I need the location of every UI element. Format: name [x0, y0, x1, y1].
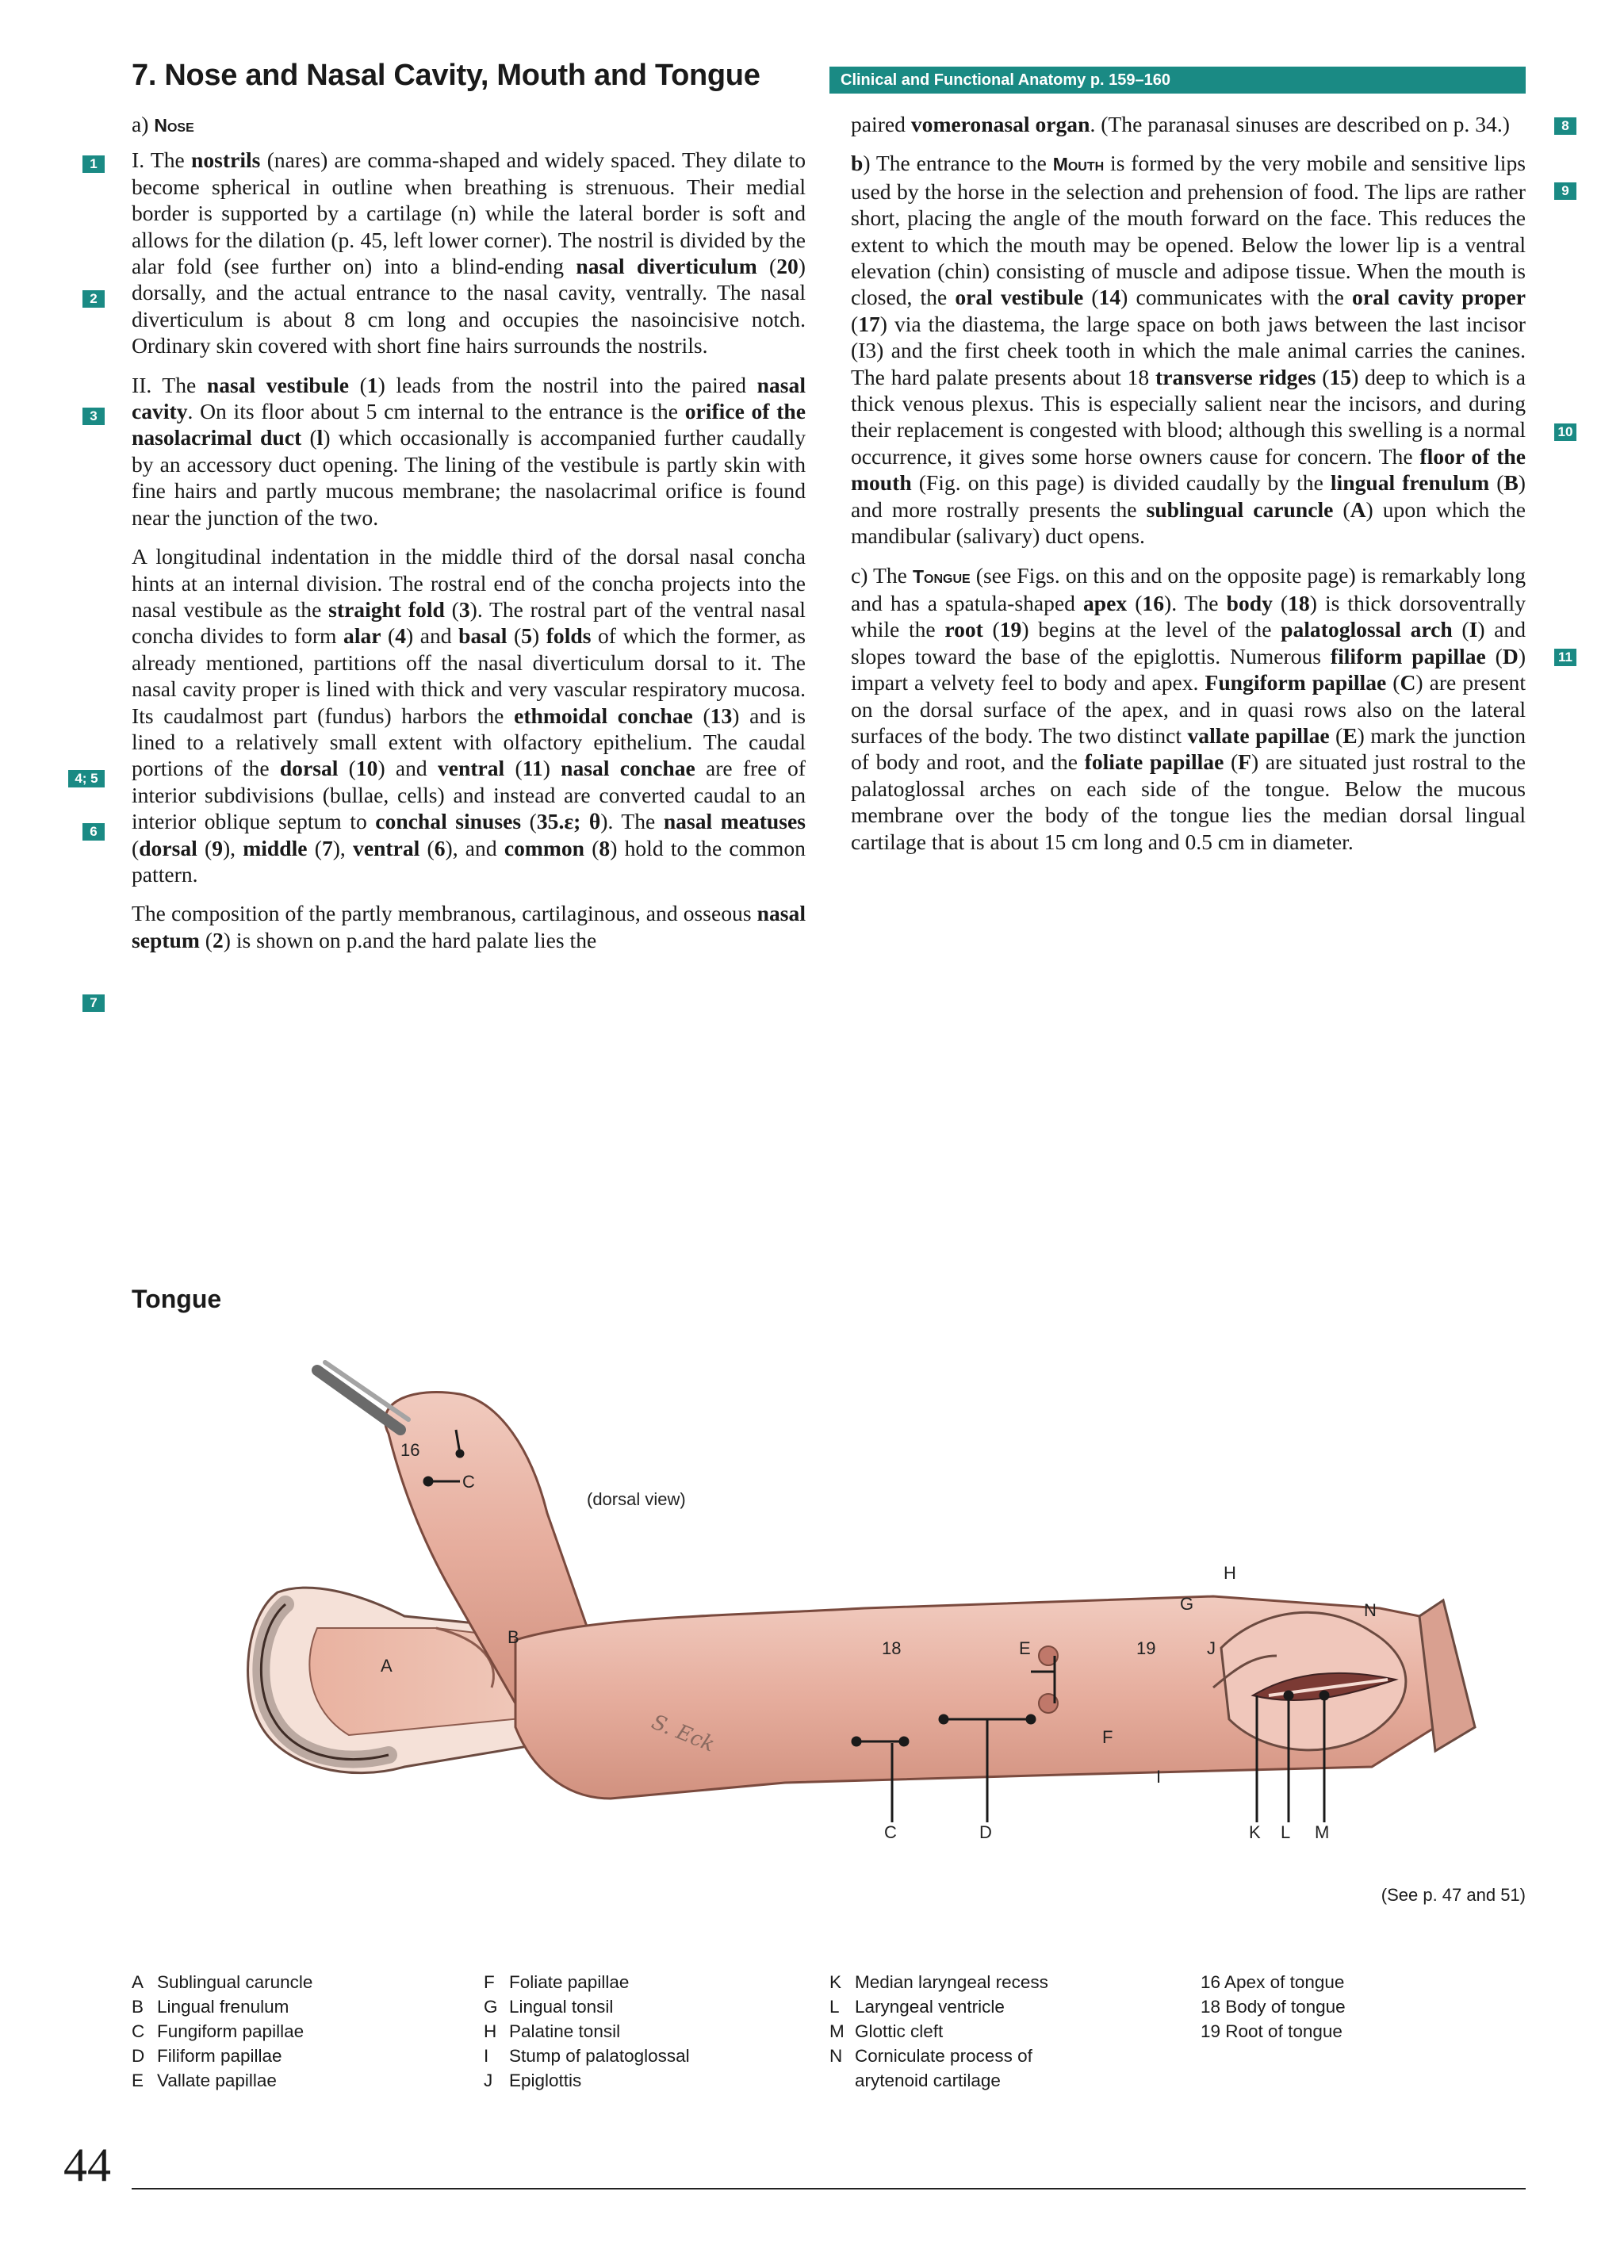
- label-e: E: [1019, 1638, 1031, 1658]
- legend-item: N Corniculate process of: [829, 2046, 1032, 2066]
- paragraph-mouth: b) The entrance to the Mouth is formed by the very mobile and sensitive lips used by the horse in the selection and prehension of food. The lips are rather short, placing the angle of the mouth forward on the face. This reduces the extent to which the mouth may be opened. Below the lower lip is a ventral elevation (chin) consisting of muscle and adipose tissue. When the mouth is closed, the oral vestibule (14) communicates with the oral cavity proper (17) via the diastema, the large space on both jaws between the last incisor (I3) and the first cheek tooth in which the male animal carries the canines. The hard palate presents about 18 transverse ridges (15) deep to which is a thick venous plexus. This is especially salient near the incisors, and during their replacement is congested with blood; although this swelling is a normal occurrence, it gives some horse owners cause for concern. The floor of the mouth (Fig. on this page) is divided caudally by the lingual frenulum (B) and more rostrally presents the sublingual caruncle (A) upon which the mandibular (salivary) duct opens.: [851, 151, 1526, 549]
- margin-marker: 9: [1554, 182, 1576, 200]
- forceps-icon: [317, 1362, 408, 1430]
- paragraph-nostrils: I. The nostrils (nares) are comma-shaped and widely spaced. They dilate to become spherical in outline when breathing is strenuous. Their medial border is supported by a cartilage (n) while the lateral border is soft and allows for the dilation (p. 45, left lower corner). The nostril is divided by the alar fold (see further on) into a blind-ending nasal diverticulum (20) dorsally, and the actual entrance to the nasal cavity, ventrally. The nasal diverticulum is about 8 cm long and occupies the nasoincisive notch. Ordinary skin covered with short fine hairs surrounds the nostrils.: [132, 147, 806, 358]
- margin-marker: 1: [82, 155, 105, 173]
- paragraph-conchae: A longitudinal indentation in the middle third of the dorsal nasal concha hints at an internal division. The rostral end of the concha projects into the nasal vestibule as the straight fold (3). The rostral part of the ventral nasal concha divides to form alar (4) and basal (5) folds of which the former, as already mentioned, partitions off the nasal diverticulum dorsal to it. The nasal cavity proper is lined with thick and very vascular respiratory mucosa. Its caudalmost part (fundus) harbors the ethmoidal conchae (13) and is lined to a relatively small extent with olfactory epithelium. The caudal portions of the dorsal (10) and ventral (11) nasal conchae are free of interior subdivisions (bullae, cells) and instead are converted caudal to an interior oblique septum to conchal sinuses (35.ε; θ). The nasal meatuses (dorsal (9), middle (7), ventral (6), and common (8) hold to the common pattern.: [132, 544, 806, 887]
- legend-column-2: [484, 1970, 690, 2093]
- legend-item: K Median laryngeal recess: [829, 1972, 1048, 1992]
- label-18: 18: [882, 1638, 902, 1658]
- label-c-apex: C: [462, 1472, 475, 1492]
- paragraph-nasal-septum: The composition of the partly membranous, cartilaginous, and osseous nasal septum (2) is shown on p.and the hard palate lies the: [132, 901, 806, 952]
- label-m: M: [1315, 1822, 1330, 1842]
- legend-item: L Laryngeal ventricle: [829, 1997, 1005, 2017]
- label-i: I: [1156, 1767, 1162, 1787]
- label-l: L: [1281, 1822, 1291, 1842]
- legend-item: B Lingual frenulum: [132, 1997, 289, 2017]
- legend-item: H Palatine tonsil: [484, 2021, 621, 2041]
- legend-item: 16 Apex of tongue: [1201, 1972, 1345, 1992]
- label-j: J: [1207, 1638, 1216, 1658]
- tongue-illustration: [230, 1354, 1538, 1862]
- legend-item: arytenoid cartilage: [855, 2071, 1001, 2090]
- margin-marker: 11: [1554, 649, 1576, 666]
- paragraph-tongue: c) The Tongue (see Figs. on this and on the opposite page) is remarkably long and has a spatula-shaped apex (16). The body (18) is thick dorsoventrally while the root (19) begins at the level of the palatoglossal arch (I) and slopes toward the base of the epiglottis. Numerous filiform papillae (D) impart a velvety feel to body and apex. Fungiform papillae (C) are present on the dorsal surface of the apex, and in quasi rows also on the lateral surfaces of the body. The two distinct vallate papillae (E) mark the junction of body and root, and the foliate papillae (F) are situated just rostral to the palatoglossal arches on each side of the tongue. Below the mucous membrane over the body of the tongue lies the median dorsal lingual cartilage that is about 15 cm long and 0.5 cm in diameter.: [851, 562, 1526, 854]
- label-16: 16: [400, 1440, 420, 1460]
- label-n: N: [1364, 1600, 1377, 1620]
- legend-item: J Epiglottis: [484, 2071, 582, 2090]
- margin-marker: 3: [82, 408, 105, 425]
- margin-marker: 2: [82, 290, 105, 308]
- legend-column-1: [132, 1970, 312, 2093]
- label-c-body: C: [884, 1822, 897, 1842]
- margin-marker: 8: [1554, 117, 1576, 135]
- label-h: H: [1224, 1563, 1236, 1583]
- figure-heading: Tongue: [132, 1285, 222, 1313]
- paragraph-vomeronasal: paired vomeronasal organ. (The paranasal sinuses are described on p. 34.): [851, 112, 1510, 136]
- label-k: K: [1249, 1822, 1261, 1842]
- legend-item: D Filiform papillae: [132, 2046, 282, 2066]
- page-title: 7. Nose and Nasal Cavity, Mouth and Tongue: [132, 59, 760, 92]
- label-f: F: [1102, 1727, 1113, 1747]
- footer-rule: [132, 2188, 1526, 2189]
- view-note: (dorsal view): [587, 1489, 686, 1509]
- margin-marker: 6: [82, 823, 105, 841]
- label-b: B: [508, 1627, 519, 1647]
- label-d: D: [979, 1822, 992, 1842]
- label-19: 19: [1136, 1638, 1156, 1658]
- legend-item: 18 Body of tongue: [1201, 1997, 1346, 2017]
- legend-item: E Vallate papillae: [132, 2071, 277, 2090]
- legend-item: I Stump of palatoglossal: [484, 2046, 690, 2066]
- page-number: 44: [63, 2139, 111, 2191]
- artist-signature: S. Eck: [648, 1710, 718, 1757]
- legend-column-4: [1201, 1970, 1346, 2044]
- margin-marker: 10: [1554, 423, 1576, 441]
- margin-marker: 7: [82, 994, 105, 1012]
- label-a: A: [381, 1656, 393, 1676]
- legend-item: A Sublingual caruncle: [132, 1972, 313, 1992]
- cross-reference-bar: Clinical and Functional Anatomy p. 159–160: [829, 67, 1526, 94]
- legend-item: M Glottic cleft: [829, 2021, 944, 2041]
- label-g: G: [1180, 1594, 1194, 1614]
- left-text-column: [132, 111, 806, 966]
- legend-item: F Foliate papillae: [484, 1972, 630, 1992]
- legend-item: C Fungiform papillae: [132, 2021, 304, 2041]
- legend-column-3: [829, 1970, 1048, 2093]
- paragraph-nasal-vestibule: II. The nasal vestibule (1) leads from the nostril into the paired nasal cavity. On its floor about 5 cm internal to the entrance is the orifice of the nasolacrimal duct (l) which occasionally is accompanied further caudally by an accessory duct opening. The lining of the vestibule is partly skin with fine hairs and partly mucous membrane; the nasolacrimal orifice is found near the junction of the two.: [132, 372, 806, 530]
- section-heading-nose: a) Nose: [132, 112, 194, 136]
- right-text-column: [851, 111, 1526, 868]
- legend-item: 19 Root of tongue: [1201, 2021, 1342, 2041]
- margin-marker: 4; 5: [68, 770, 105, 787]
- see-pages-note: (See p. 47 and 51): [1381, 1885, 1526, 1905]
- legend-item: G Lingual tonsil: [484, 1997, 614, 2017]
